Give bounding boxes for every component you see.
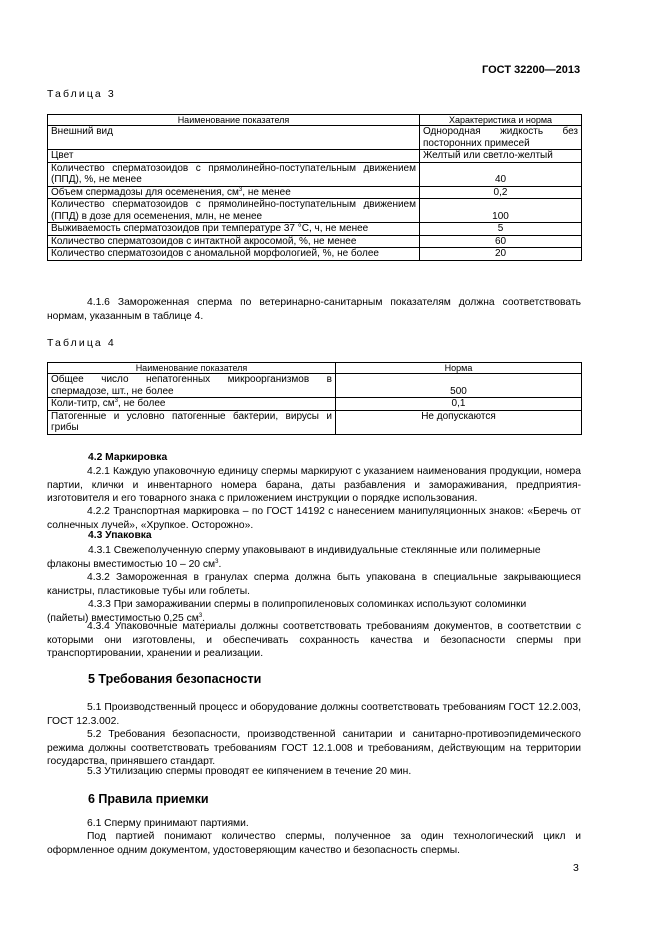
table-cell-value: 40 [420,162,582,186]
table-cell-name: Выживаемость сперматозоидов при температуре 37 °С, ч, не менее [48,223,420,236]
cell-text: , не более [118,398,166,409]
paragraph-4-2-1: 4.2.1 Каждую упаковочную единицу спермы маркируют с указанием наименования продукции, номера партии, клички и инвентарного номера барана, даты разбавления и замораживания, предприятия-изготовителя и его товарного знака с приложением инструкции о порядке использования. [47,466,581,504]
paragraph-line: 4.3.1 Свежеполученную сперму упаковывают в индивидуальные стеклянные или полимерные [88,545,541,556]
paragraph-4-1-6: 4.1.6 Замороженная сперма по ветеринарно-санитарным показателям должна соответствовать нормам, указанным в таблице 4. [47,297,581,322]
table3-col1-header: Наименование показателя [48,115,420,126]
line-text: флаконы вместимостью 10 – 20 см [47,558,216,570]
section-5-title: 5 Требования безопасности [88,672,262,686]
cell-text: Объем спермадозы для осеменения, см [51,186,239,198]
paragraph-6-2: Под партией понимают количество спермы, полученное за один технологический цикл и оформленное одним документом, удостоверяющим качество и безопасность спермы. [47,831,581,856]
table-cell-name: Внешний вид [48,126,420,150]
table-cell-name: Количество сперматозоидов с прямолинейно-поступательным движением (ППД) в дозе для осеменения, млн, не менее [48,199,420,223]
table-cell-value: 60 [420,235,582,248]
superscript: 3 [215,558,219,565]
table-row [48,398,582,411]
line-text: (пайеты) вместимостью 0,25 см [47,612,199,624]
table-cell-value: Однородная жидкость без посторонних примесей [420,126,582,150]
cell-text: , не менее [242,186,291,198]
table-cell-value: 5 [420,223,582,236]
paragraph-5-2: 5.2 Требования безопасности, производственной санитарии и санитарно-противоэпидемического режима должны соответствовать требованиям ГОСТ 12.1.008 и требованиям, действующим на территории государства, принявшего стандарт. [47,729,581,767]
section-4-3-title: 4.3 Упаковка [88,530,152,541]
page-number: 3 [573,862,579,874]
table-cell-name [48,186,420,199]
paragraph-4-3-2: 4.3.2 Замороженная в гранулах сперма должна быть упакована в специальные закрывающиеся канистры, пластиковые тубы или гоблеты. [47,572,581,597]
document-header: ГОСТ 32200—2013 [482,64,581,76]
table3-header-row [48,115,582,126]
table-cell-name: Количество сперматозоидов с интактной акросомой, %, не менее [48,235,420,248]
table-row [48,235,582,248]
table-cell-name: Количество сперматозоидов с аномальной морфологией, %, не более [48,248,420,261]
table-cell-name [48,398,336,411]
table-cell-value: 100 [420,199,582,223]
table3 [47,114,582,261]
superscript: 3 [114,398,119,404]
table4-caption: Таблица 4 [47,337,116,349]
table-row [48,248,582,261]
paragraph-4-2-2: 4.2.2 Транспортная маркировка – по ГОСТ 14192 с нанесением манипуляционных знаков: «Беречь от солнечных лучей», «Хрупкое. Осторожно». [47,506,581,531]
table-cell-name: Патогенные и условно патогенные бактерии, вирусы и грибы [48,410,336,434]
paragraph-4-3-4: 4.3.4 Упаковочные материалы должны соответствовать требованиям документов, в соответствии с которыми они изготовлены, и обеспечивать сохранность качества и безопасности спермы при транспортировании, хранении и реализации. [47,621,581,659]
table-row [48,186,582,199]
table3-col2-header: Характеристика и норма [420,115,582,126]
table-row [48,223,582,236]
table-cell-value: Не допускаются [336,410,582,434]
superscript: 3 [238,186,243,193]
table-row [48,410,582,434]
table-cell-value: 0,2 [420,186,582,199]
section-6-title: 6 Правила приемки [88,792,209,806]
table-cell-value: 20 [420,248,582,261]
superscript: 3 [198,612,203,619]
table-cell-name: Количество сперматозоидов с прямолинейно-поступательным движением (ППД), %, не менее [48,162,420,186]
table-row [48,126,582,150]
table-row [48,199,582,223]
line-text: . [202,612,206,624]
line-text: . [218,558,222,570]
table-row [48,374,582,398]
table4-col2-header: Норма [336,363,582,374]
table-cell-name: Общее число непатогенных микроорганизмов в спермадозе, шт., не более [48,374,336,398]
table4 [47,362,582,435]
paragraph-line [47,558,581,572]
table-cell-name: Цвет [48,150,420,163]
table4-col1-header: Наименование показателя [48,363,336,374]
paragraph-4-3-1 [47,544,581,571]
paragraph-line: 4.3.3 При замораживании спермы в полипропиленовых соломинках используют соломинки [88,599,527,610]
paragraph-5-1: 5.1 Производственный процесс и оборудование должны соответствовать требованиям ГОСТ 12.2.003, ГОСТ 12.3.002. [47,702,581,727]
table-cell-value: 500 [336,374,582,398]
table3-caption: Таблица 3 [47,88,116,100]
table-row [48,150,582,163]
section-4-2-title: 4.2 Маркировка [88,452,168,463]
cell-text: Коли-титр, см [51,398,115,409]
table-cell-value: Желтый или светло-желтый [420,150,582,163]
table-cell-value: 0,1 [336,398,582,411]
paragraph-6-1: 6.1 Сперму принимают партиями. [87,818,249,829]
table-row [48,162,582,186]
paragraph-5-3: 5.3 Утилизацию спермы проводят ее кипячением в течение 20 мин. [87,766,412,777]
table4-header-row [48,363,582,374]
